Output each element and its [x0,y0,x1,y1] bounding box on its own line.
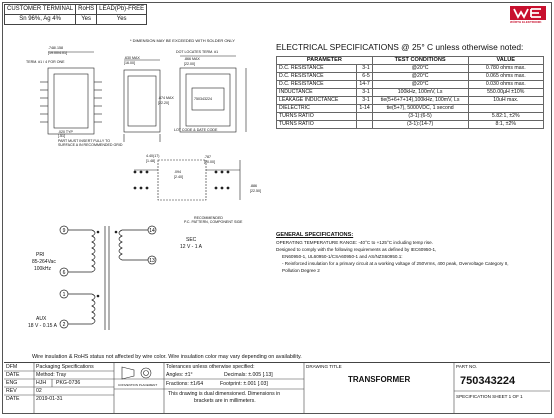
pad-dim-1b: [1.48] [146,159,155,163]
aux-voltage: 18 V - 0.15 A [28,323,57,329]
test-cell: @20°C [372,73,468,81]
lot-code-note: LOT CODE & DATE CODE [174,128,218,132]
projection-symbol-icon [122,367,151,379]
pin-label: 13 [149,258,155,264]
drawing-title-label: DRAWING TITLE [306,364,342,369]
pad-dim-2b: [2.40] [174,175,183,179]
pins-cell: 6-5 [356,73,372,81]
tol-decimals: Decimals: ±.005 [.13] [224,372,273,378]
param-cell: TURNS RATIO [277,113,357,121]
pri-label: PRI [36,252,45,258]
pin-label: 6 [62,270,66,276]
general-line: OPERATING TEMPERATURE RANGE: -40°C to +125°C including temp rise. [276,240,433,245]
table-row [277,73,544,81]
tolerances-label: Tolerances unless otherwise specified: [166,364,255,370]
pad-dim-4: .886 [250,184,257,188]
tol-footprint: Footprint: ±.001 [.03] [220,381,268,387]
test-cell: (3-1):(14-7) [372,121,468,129]
param-cell: INDUCTANCE [277,89,357,97]
electrical-spec-title: ELECTRICAL SPECIFICATIONS @ 25° C unless otherwise noted: [276,42,524,52]
pins-cell: 3-1 [356,97,372,105]
dim-c: .866 MAX [184,57,200,61]
value-cell: 0.780 ohms max. [468,65,544,73]
dim-d2: [22.20] [158,101,169,105]
dual-dimension-note: This drawing is dual dimensioned. Dimensions in [168,391,281,397]
general-line: - Reinforced insulation for a primary circuit at a working voltage of 250Vrms, 400 peak, Overvoltage Category II, [282,261,509,266]
part-no-label: PART NO. [456,364,478,369]
pattern-label: P.C. PATTERN, COMPONENT SIDE [184,220,243,224]
dfm-label: DFM [6,364,18,370]
param-cell: D.C. RESISTANCE [277,73,357,81]
value-cell: 8:1, ±2% [468,121,544,129]
header-col-rohs: RoHS [76,5,97,15]
value-cell: 10uH max. [468,97,544,105]
tol-fractions: Fractions: ±1/64 [166,381,204,387]
param-cell: LEAKAGE INDUCTANCE [277,97,357,105]
test-cell: tie(5+7), 5000VDC, 1 second [372,105,468,113]
pri-voltage: 85-264Vac [32,259,56,265]
company-logo [510,6,546,26]
rev-label: REV [6,388,17,394]
test-cell: 100kHz, 100mV, Ls [372,89,468,97]
value-cell: 5.82:1, ±2% [468,113,544,121]
test-cell: tie(5+6+7+14),100kHz, 100mV, Ls [372,97,468,105]
param-cell: TURNS RATIO [277,121,357,129]
projection-label: CONVENTION PLACEMENT [118,383,158,387]
dual-dimension-note-2: brackets are in millimeters. [194,398,256,404]
pin-label: 14 [149,228,155,234]
dim-a2: [19.00/4.01] [48,51,67,55]
sec-voltage: 12 V - 1 A [180,244,202,250]
tol-angles: Angles: ±1° [166,372,193,378]
pins-cell [356,121,372,129]
value-cell: 550.00µH ±10% [468,89,544,97]
logo-text: WÜRTH ELEKTRONIK [510,20,542,24]
table-row [277,113,544,121]
table-row [277,105,544,113]
test-cell: @20°C [372,81,468,89]
pin-label: 9 [62,228,66,234]
param-cell: DIELECTRIC [277,105,357,113]
pin1-note: TERM. #1 / 4 FOR ONE [26,60,65,64]
eng-value: HJH [36,380,47,386]
header-col-leadfree: LEAD(Pb)-FREE [97,5,147,15]
dim-b: .630 MAX [124,56,140,60]
header-val-terminal: Sn 96%, Ag 4% [5,15,76,25]
value-cell: 0.065 ohms max. [468,73,544,81]
date-value: Method: Tray [36,372,67,378]
title-block-grid [4,363,550,413]
dim-e2: [.51] [58,134,65,138]
pcb-marking: 750343224 [194,97,212,101]
pad-dim-3: .787 [204,155,211,159]
date2-label: DATE [6,396,20,402]
pri-frequency: 100kHz [34,266,51,272]
date2-value: 2019-01-31 [36,396,63,402]
dim-a: .748/.158 [48,46,63,50]
table-row [277,121,544,129]
param-cell: D.C. RESISTANCE [277,65,357,73]
pins-cell: 1-14 [356,105,372,113]
col-header-value: VALUE [468,57,544,65]
pad-dim-1: 4.40(17) [146,154,160,158]
electrical-spec-table [276,56,544,129]
transformer-schematic [56,222,166,334]
dim-c2: [22.00] [184,62,195,66]
table-row [277,97,544,105]
dfm-value: Packaging Specifications [36,364,94,370]
general-spec-title: GENERAL SPECIFICATIONS: [276,232,354,238]
pins-cell: 14-7 [356,81,372,89]
dim-b2: [16.00] [124,61,135,65]
header-val-leadfree: Yes [97,15,147,25]
pins-cell: 3-1 [356,89,372,97]
table-row [277,81,544,89]
general-line: Pollution Degree 2 [282,268,320,273]
pins-cell: 3-1 [356,65,372,73]
recommended-label: RECOMMENDED [194,216,223,220]
test-cell: (3-1):(6-5) [372,113,468,121]
table-row [277,65,544,73]
title-block [4,362,550,413]
pin-label: 1 [62,292,66,298]
eng-label: ENG [6,380,18,386]
aux-label: AUX [36,316,47,322]
pad-dim-3b: [20.00] [204,160,215,164]
header-col-terminal: CUSTOMER TERMINAL [5,5,76,15]
pkg-value: PKG-0736 [56,380,81,386]
table-row [277,89,544,97]
date-label: DATE [6,372,20,378]
pins-cell [356,113,372,121]
col-header-test: TEST CONDITIONS [372,57,468,65]
part-note: PART MUST INSERT FULLY TO [58,139,111,143]
dim-e: .020 TYP [58,130,73,134]
value-cell [468,105,544,113]
col-header-parameter: PARAMETER [277,57,373,65]
pad-dim-4b: [22.50] [250,189,261,193]
dot-note: DOT LOCATES TERM. #1 [176,50,219,54]
header-table [4,4,147,25]
param-cell: D.C. RESISTANCE [277,81,357,89]
dim-d: .874 MAX [158,96,174,100]
general-line: Designed to comply with the following requirements as defined by IEC60950-1, [276,247,437,252]
sheet-label: SPECIFICATION SHEET 1 OF 1 [456,394,523,399]
drawing-title: TRANSFORMER [348,375,411,384]
surface-note: SURFACE A IN RECOMMENDED GRID [58,143,123,147]
pad-dim-2: .094 [174,170,181,174]
mechanical-drawing [40,42,276,218]
dimension-note: * DIMENSION MAY BE EXCEEDED WITH SOLDER ONLY [130,38,235,43]
footer-note: Wire insulation & RoHS status not affected by wire color. Wire insulation color may vary depending on availability. [32,354,302,360]
pin-label: 2 [62,322,66,328]
rev-value: 02 [36,388,42,394]
general-line: EN60950-1, UL60950-1/CSA60950-1 and AS/NZS60950.1: [282,254,403,259]
test-cell: @20°C [372,65,468,73]
value-cell: 0.030 ohms max. [468,81,544,89]
header-val-rohs: Yes [76,15,97,25]
part-number: 750343224 [460,375,516,387]
sec-label: SEC [186,237,197,243]
